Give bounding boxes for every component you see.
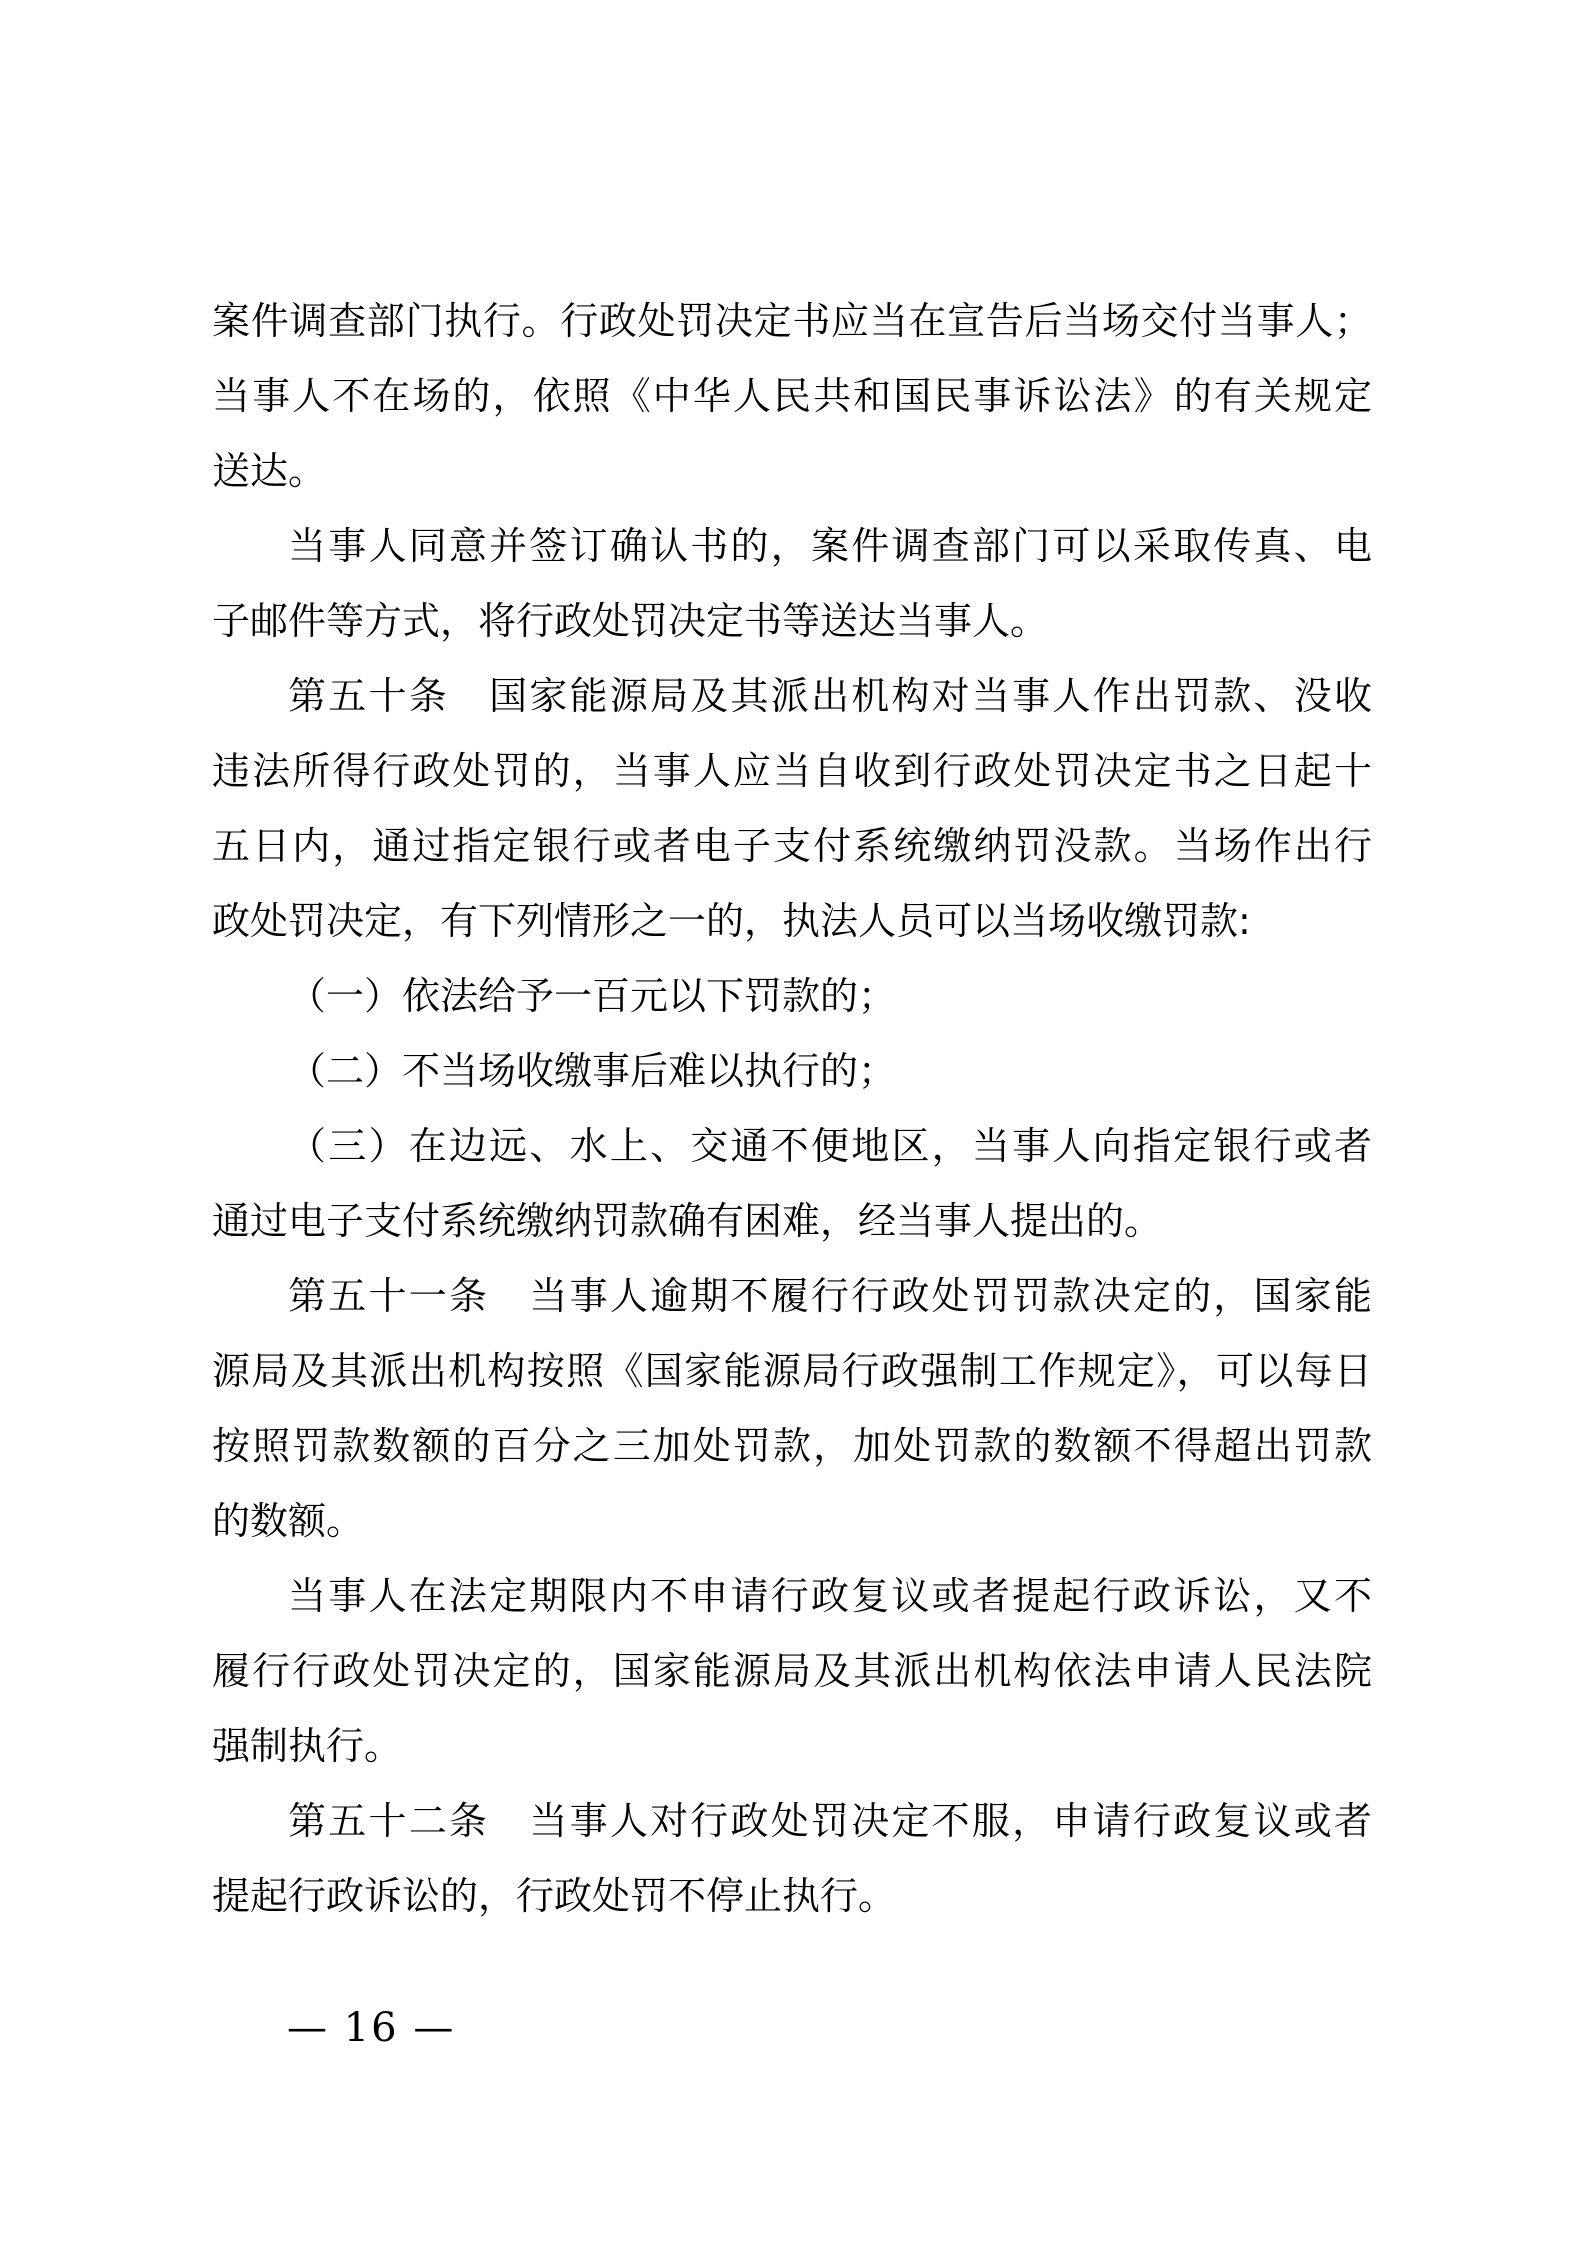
text-line: （三）在边远、水上、交通不便地区，当事人向指定银行或者 — [288, 1124, 1372, 1168]
text-line: 当事人在法定期限内不申请行政复议或者提起行政诉讼，又不 — [288, 1574, 1372, 1618]
text-line: （二）不当场收缴事后难以执行的； — [288, 1049, 897, 1093]
text-line: 第五十一条 当事人逾期不履行行政处罚罚款决定的，国家能 — [288, 1274, 1372, 1318]
text-line: 五日内，通过指定银行或者电子支付系统缴纳罚没款。当场作出行 — [212, 824, 1372, 868]
text-line: 政处罚决定，有下列情形之一的，执法人员可以当场收缴罚款: — [212, 899, 1251, 943]
page-footer — [287, 2005, 455, 2051]
page-number: — 16 — — [287, 2005, 456, 2051]
document-body — [212, 284, 1372, 1934]
text-line: 提起行政诉讼的，行政处罚不停止执行。 — [212, 1874, 897, 1918]
text-line: 送达。 — [212, 449, 327, 493]
text-line: 当事人不在场的，依照《中华人民共和国民事诉讼法》的有关规定 — [212, 374, 1372, 418]
text-line: 履行行政处罚决定的，国家能源局及其派出机构依法申请人民法院 — [212, 1649, 1372, 1693]
text-line: （一）依法给予一百元以下罚款的； — [288, 974, 897, 1018]
text-line: 违法所得行政处罚的，当事人应当自收到行政处罚决定书之日起十 — [212, 749, 1372, 793]
text-line: 强制执行。 — [212, 1724, 403, 1768]
text-line: 按照罚款数额的百分之三加处罚款，加处罚款的数额不得超出罚款 — [212, 1424, 1372, 1468]
text-line: 源局及其派出机构按照《国家能源局行政强制工作规定》，可以每日 — [212, 1349, 1372, 1393]
text-line: 的数额。 — [212, 1499, 365, 1543]
text-line: 当事人同意并签订确认书的，案件调查部门可以采取传真、电 — [288, 524, 1372, 568]
text-line: 第五十二条 当事人对行政处罚决定不服，申请行政复议或者 — [288, 1799, 1372, 1843]
text-line: 第五十条 国家能源局及其派出机构对当事人作出罚款、没收 — [288, 674, 1372, 718]
text-line: 通过电子支付系统缴纳罚款确有困难，经当事人提出的。 — [212, 1199, 1163, 1243]
text-line: 子邮件等方式，将行政处罚决定书等送达当事人。 — [212, 599, 1049, 643]
text-line: 案件调查部门执行。行政处罚决定书应当在宣告后当场交付当事人； — [212, 299, 1372, 343]
